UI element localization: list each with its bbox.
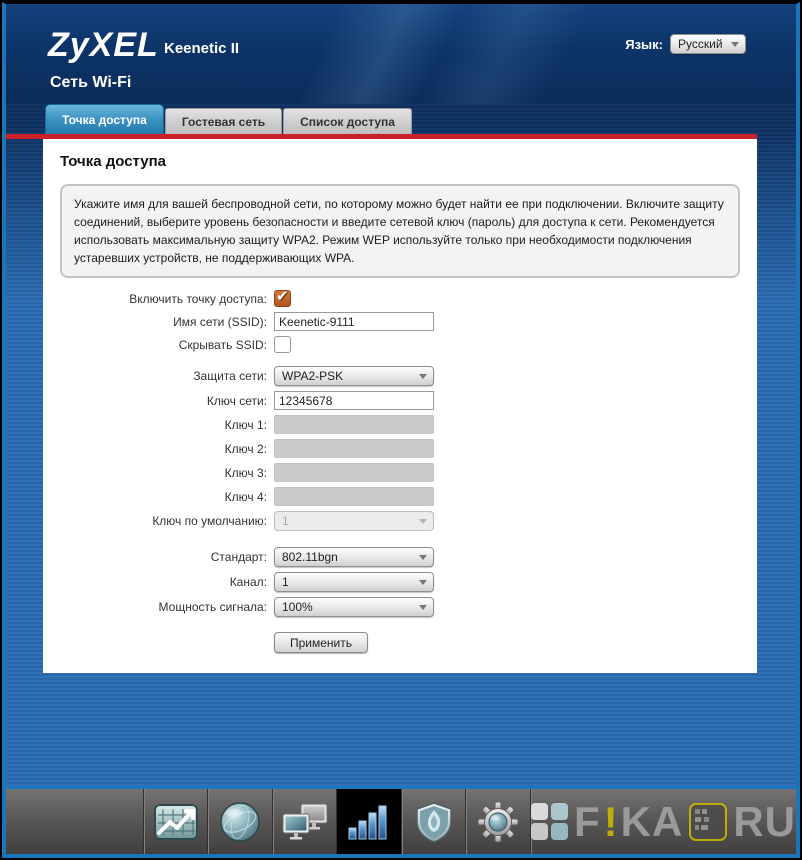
key1-label: Ключ 1: [224, 417, 267, 432]
tab-bar [6, 104, 796, 134]
bottom-navigation [6, 786, 796, 854]
chevron-down-icon [419, 374, 427, 379]
nav-security[interactable] [401, 789, 466, 854]
content-panel [43, 139, 757, 673]
zyxel-logo: ZyXEL [48, 26, 159, 64]
chevron-down-icon [419, 580, 427, 585]
qr-code-icon [689, 803, 727, 841]
key2-row [60, 439, 740, 458]
default-key-label: Ключ по умолчанию: [152, 514, 267, 528]
network-key-row [60, 391, 740, 410]
key3-label: Ключ 3: [224, 465, 267, 480]
standard-value: 802.11bgn [282, 550, 338, 564]
chevron-down-icon [419, 519, 427, 524]
router-admin-page [2, 2, 800, 858]
power-value: 100% [282, 600, 313, 614]
key4-row [60, 487, 740, 506]
enable-ap-checkbox[interactable] [274, 290, 291, 307]
enable-ap-row [60, 290, 740, 307]
security-value: WPA2-PSK [282, 369, 344, 383]
chevron-down-icon [419, 555, 427, 560]
channel-row [60, 572, 740, 592]
nav-filler-right [530, 789, 796, 854]
gear-icon [477, 801, 519, 843]
nav-filler-left [6, 789, 143, 854]
default-key-select [274, 511, 434, 531]
key1-input [274, 415, 434, 434]
nav-system-status[interactable] [143, 789, 208, 854]
wifika-watermark [531, 797, 796, 845]
nav-wifi[interactable] [336, 789, 401, 854]
language-label: Язык: [625, 36, 663, 52]
standard-label: Стандарт: [210, 550, 267, 564]
ssid-input[interactable] [274, 312, 434, 331]
security-row [60, 366, 740, 386]
security-select[interactable] [274, 366, 434, 386]
ssid-label: Имя сети (SSID): [173, 314, 267, 329]
language-selector [625, 34, 746, 54]
watermark-letters-ka: KA [620, 797, 684, 845]
key3-input [274, 463, 434, 482]
standard-select[interactable] [274, 547, 434, 567]
security-label: Защита сети: [193, 369, 267, 383]
hide-ssid-checkbox[interactable] [274, 336, 291, 353]
chevron-down-icon [731, 42, 739, 47]
channel-label: Канал: [229, 575, 267, 589]
key4-input [274, 487, 434, 506]
key2-label: Ключ 2: [224, 441, 267, 456]
shield-icon [414, 801, 454, 843]
wifi-signal-bars-icon [347, 802, 391, 842]
channel-value: 1 [282, 575, 289, 589]
apply-button[interactable]: Применить [274, 632, 368, 653]
description-box: Укажите имя для вашей беспроводной сети, по которому можно будет найти ее при подключении. Включите защиту соединений, выберите уровень безопасности и введите сетевой ключ (пароль) для доступа к сети. Рекомендуется использовать максимальную защиту WPA2. Режим WEP используйте только при необходимости подключения устаревших устройств, не поддерживающих WPA. [60, 184, 740, 278]
power-select[interactable] [274, 597, 434, 617]
watermark-letters-ru: RU [733, 797, 796, 845]
section-title: Сеть Wi-Fi [50, 74, 132, 91]
power-row [60, 597, 740, 617]
apply-row [60, 632, 740, 653]
wifika-logo-blocks-icon [531, 803, 568, 840]
header [6, 4, 796, 104]
nav-home-network[interactable] [272, 789, 337, 854]
key4-label: Ключ 4: [224, 489, 267, 504]
nav-settings[interactable] [465, 789, 530, 854]
network-key-label: Ключ сети: [206, 393, 267, 408]
key1-row [60, 415, 740, 434]
key3-row [60, 463, 740, 482]
hide-ssid-label: Скрывать SSID: [178, 337, 267, 352]
power-label: Мощность сигнала: [158, 600, 267, 614]
tab-access-point[interactable]: Точка доступа [45, 104, 164, 134]
enable-ap-label: Включить точку доступа: [129, 291, 267, 306]
default-key-row [60, 511, 740, 531]
tab-access-list[interactable]: Список доступа [283, 108, 412, 134]
key2-input [274, 439, 434, 458]
tab-guest-network[interactable]: Гостевая сеть [165, 108, 282, 134]
globe-icon [219, 801, 261, 843]
watermark-exclamation: ! [603, 797, 618, 845]
standard-row [60, 547, 740, 567]
language-value: Русский [678, 37, 723, 51]
watermark-letter-f: F [573, 797, 601, 845]
channel-select[interactable] [274, 572, 434, 592]
chevron-down-icon [419, 605, 427, 610]
device-model: Keenetic II [164, 40, 240, 57]
language-select[interactable] [670, 34, 746, 54]
page-title: Точка доступа [60, 153, 167, 170]
network-computers-icon [281, 802, 329, 842]
hide-ssid-row [60, 336, 740, 353]
line-chart-monitor-icon [153, 803, 199, 841]
network-key-input[interactable] [274, 391, 434, 410]
default-key-value: 1 [282, 514, 289, 528]
nav-internet[interactable] [207, 789, 272, 854]
ssid-row [60, 312, 740, 331]
